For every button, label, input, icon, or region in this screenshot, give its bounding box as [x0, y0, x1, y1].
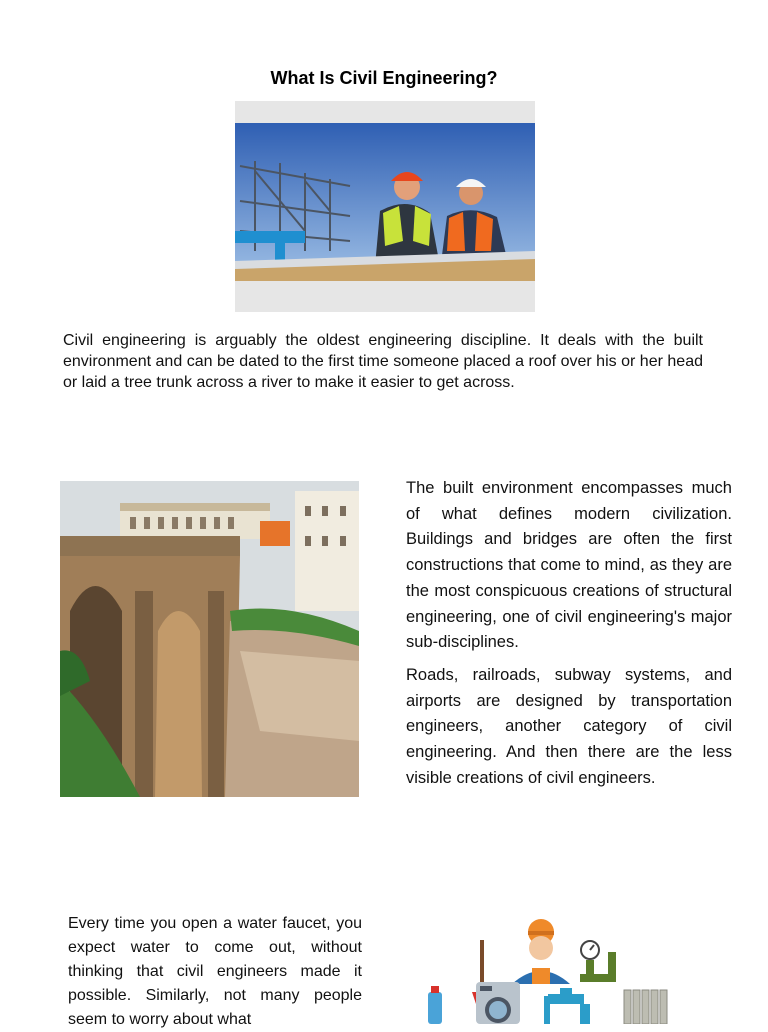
transportation-paragraph: Roads, railroads, subway systems, and airports are designed by transportation engineers, another category of civil engineering. And then there are the less visible creations of civil engineers. — [406, 665, 732, 787]
built-environment-column — [406, 476, 732, 798]
intro-paragraph: Civil engineering is arguably the oldest engineering discipline. It deals with the built environment and can be dated to the first time someone placed a roof over his or her head or laid a tree trunk across a river to make it easier to get across. — [63, 332, 703, 391]
water-faucet-paragraph: Every time you open a water faucet, you expect water to come out, without thinking that civil engineers made it possible. Similarly, not many people seem to worry about what — [68, 915, 362, 1028]
engineers-photo — [235, 101, 535, 312]
built-environment-paragraph: The built environment encompasses much of what defines modern civilization. Buildings and bridges are often the first constructions that come to mind, as they are the most conspicuous creations of structural engineering, one of civil engineering's major sub-disciplines. — [406, 479, 732, 652]
plumber-illustration — [420, 912, 680, 1024]
bridge-photo — [60, 481, 359, 797]
page-title: What Is Civil Engineering? — [270, 68, 498, 88]
